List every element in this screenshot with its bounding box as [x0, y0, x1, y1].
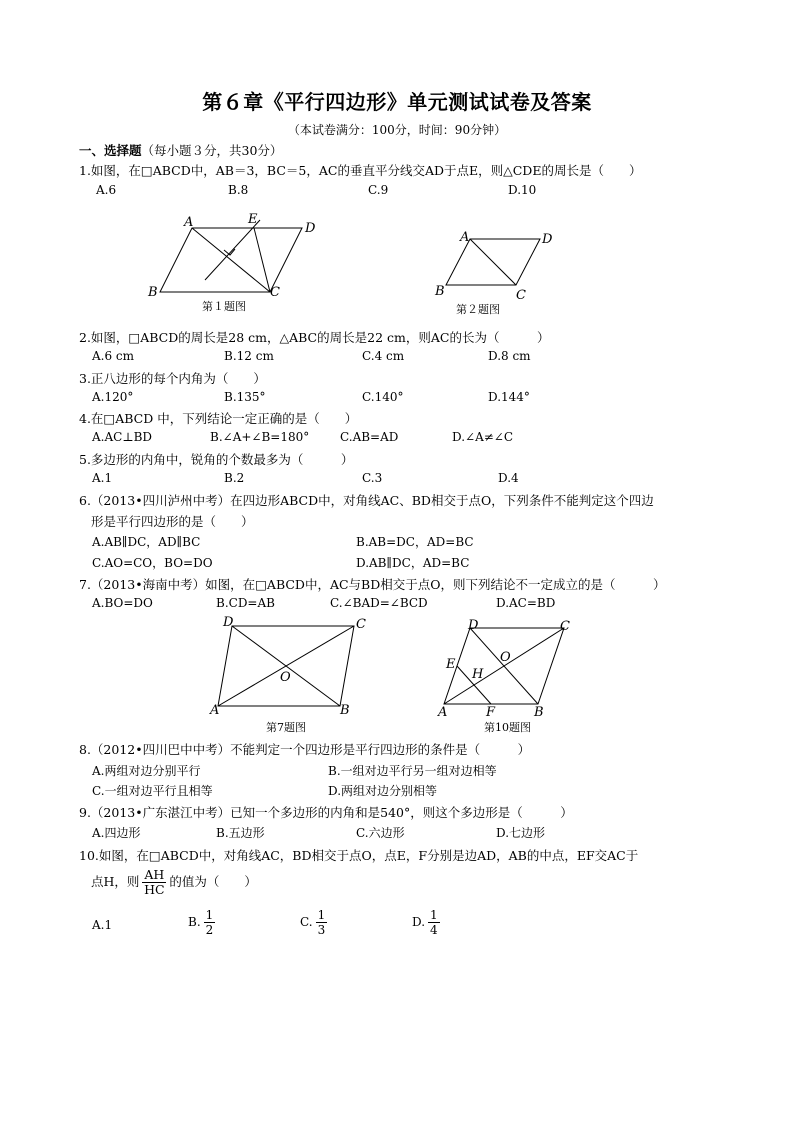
section-heading	[79, 141, 282, 159]
q10-option-d	[412, 908, 443, 937]
q6-option-b: B.AB=DC，AD=BC	[356, 535, 474, 549]
q5-option-c: C.3	[362, 471, 383, 485]
q10-fraction-num: AH	[144, 867, 165, 882]
fig2-label-d: D	[542, 232, 553, 247]
fig7-label-o: O	[280, 670, 291, 685]
q8-option-c: C.一组对边平行且相等	[92, 784, 213, 798]
q3-option-d: D.144°	[488, 390, 530, 404]
figure-7-caption: 第7题图	[266, 721, 306, 734]
q10-option-b-den: 2	[205, 923, 214, 937]
q7-option-a: A.BO=DO	[92, 596, 153, 610]
q10-option-b-letter: B.	[188, 915, 201, 929]
q9-option-b: B.五边形	[216, 826, 265, 840]
question-2: 2.如图，□ABCD的周长是28 cm，△ABC的周长是22 cm，则AC的长为（ ）	[79, 330, 550, 345]
q1-option-a: A.6	[96, 183, 117, 197]
question-10-cont	[91, 868, 257, 897]
q2-option-c: C.4 cm	[362, 349, 405, 363]
fig10-label-f: F	[486, 705, 496, 720]
question-1: 1.如图，在□ABCD中，AB＝3，BC＝5，AC的垂直平分线交AD于点E，则△CDE的周长是（ ）	[79, 163, 642, 178]
q5-option-b: B.2	[224, 471, 245, 485]
q4-option-a: A.AC⊥BD	[92, 430, 153, 444]
q9-option-d: D.七边形	[496, 826, 546, 840]
question-3: 3.正八边形的每个内角为（ ）	[79, 371, 266, 386]
q9-option-c: C.六边形	[356, 826, 405, 840]
figure-2-caption: 第２题图	[456, 303, 500, 316]
fig1-label-e: E	[248, 212, 258, 227]
q2-option-d: D.8 cm	[488, 349, 531, 363]
q10-option-d-num: 1	[430, 908, 438, 922]
q10-text-b: 的值为（ ）	[169, 874, 257, 889]
q10-option-c-letter: C.	[300, 915, 313, 929]
q4-option-d: D.∠A≠∠C	[452, 430, 514, 444]
question-6: 6.（2013•四川泸州中考）在四边形ABCD中，对角线AC、BD相交于点O，下列条件不能判定这个四边	[79, 493, 654, 508]
question-10: 10.如图，在□ABCD中，对角线AC，BD相交于点O，点E，F分别是边AD，AB的中点，EF交AC于	[79, 848, 639, 863]
q10-fraction-den: HC	[144, 882, 165, 897]
section-prefix: 一、	[79, 143, 105, 158]
figure-10-caption: 第10题图	[484, 721, 531, 734]
question-6-cont: 形是平行四边形的是（ ）	[91, 514, 254, 529]
question-8: 8.（2012•四川巴中中考）不能判定一个四边形是平行四边形的条件是（ ）	[79, 742, 531, 757]
fig2-label-a: A	[460, 230, 470, 245]
q10-option-c	[300, 908, 330, 937]
q5-option-d: D.4	[498, 471, 519, 485]
fig7-label-b: B	[340, 703, 350, 718]
q3-option-c: C.140°	[362, 390, 404, 404]
fig7-label-a: A	[210, 703, 220, 718]
fig10-label-b: B	[534, 705, 544, 720]
q6-option-c: C.AO=CO，BO=DO	[92, 556, 213, 570]
fig10-label-c: C	[560, 619, 570, 634]
q10-option-b	[188, 908, 218, 937]
fig2-label-c: C	[516, 288, 526, 303]
fig2-label-b: B	[435, 284, 445, 299]
q10-option-d-den: 4	[430, 923, 438, 937]
q8-option-a: A.两组对边分别平行	[92, 764, 201, 778]
q4-option-c: C.AB=AD	[340, 430, 399, 444]
q7-option-c: C.∠BAD=∠BCD	[330, 596, 428, 610]
fig10-label-a: A	[438, 705, 448, 720]
q6-option-a: A.AB∥DC，AD∥BC	[92, 535, 201, 549]
fig1-label-c: C	[270, 285, 280, 300]
q3-option-b: B.135°	[224, 390, 266, 404]
q3-option-a: A.120°	[92, 390, 134, 404]
q2-option-b: B.12 cm	[224, 349, 274, 363]
q10-fraction	[142, 868, 166, 897]
figure-1-caption: 第１题图	[202, 300, 246, 313]
figure-7	[206, 614, 376, 723]
question-4: 4.在□ABCD 中，下列结论一定正确的是（ ）	[79, 411, 358, 426]
q7-option-b: B.CD=AB	[216, 596, 275, 610]
q5-option-a: A.1	[92, 471, 113, 485]
figure-2	[430, 225, 570, 309]
question-7: 7.（2013•海南中考）如图，在□ABCD中，AC与BD相交于点O，则下列结论不一定成立的是（ ）	[79, 577, 666, 592]
question-9: 9.（2013•广东湛江中考）已知一个多边形的内角和是540°，则这个多边形是（ ）	[79, 805, 573, 820]
page-title: 第６章《平行四边形》单元测试试卷及答案	[202, 90, 592, 114]
fig1-label-a: A	[184, 215, 194, 230]
q4-option-b: B.∠A+∠B=180°	[210, 430, 310, 444]
fig7-label-c: C	[356, 617, 366, 632]
q10-option-d-fraction	[428, 908, 440, 937]
page-subtitle: （本试卷满分：100分，时间：90分钟）	[287, 123, 507, 137]
q8-option-d: D.两组对边分别相等	[328, 784, 438, 798]
q7-option-d: D.AC=BD	[496, 596, 556, 610]
q2-option-a: A.6 cm	[92, 349, 135, 363]
section-name: 选择题	[104, 143, 142, 158]
q10-option-a: A.1	[92, 918, 113, 932]
fig10-label-d: D	[468, 618, 479, 633]
q1-option-c: C.9	[368, 183, 389, 197]
q10-text-a: 点H，则	[91, 874, 140, 889]
q6-option-d: D.AB∥DC，AD=BC	[356, 556, 470, 570]
q10-option-c-den: 3	[317, 923, 326, 937]
q1-option-b: B.8	[228, 183, 249, 197]
question-5: 5.多边形的内角中，锐角的个数最多为（ ）	[79, 452, 354, 467]
q8-option-b: B.一组对边平行另一组对边相等	[328, 764, 497, 778]
q1-option-d: D.10	[508, 183, 537, 197]
q10-option-c-fraction	[316, 908, 328, 937]
figure-10	[436, 616, 576, 720]
fig10-label-o: O	[500, 650, 511, 665]
section-info: （每小题３分，共30分）	[141, 143, 283, 158]
q10-option-d-letter: D.	[412, 915, 426, 929]
fig1-label-b: B	[148, 285, 158, 300]
fig7-label-d: D	[223, 615, 234, 630]
fig10-label-e: E	[446, 657, 456, 672]
q10-option-b-fraction	[204, 908, 216, 937]
fig1-label-d: D	[305, 221, 316, 236]
q10-option-c-num: 1	[317, 908, 326, 922]
q10-option-b-num: 1	[205, 908, 214, 922]
fig10-label-h: H	[472, 667, 484, 682]
q9-option-a: A.四边形	[92, 826, 141, 840]
